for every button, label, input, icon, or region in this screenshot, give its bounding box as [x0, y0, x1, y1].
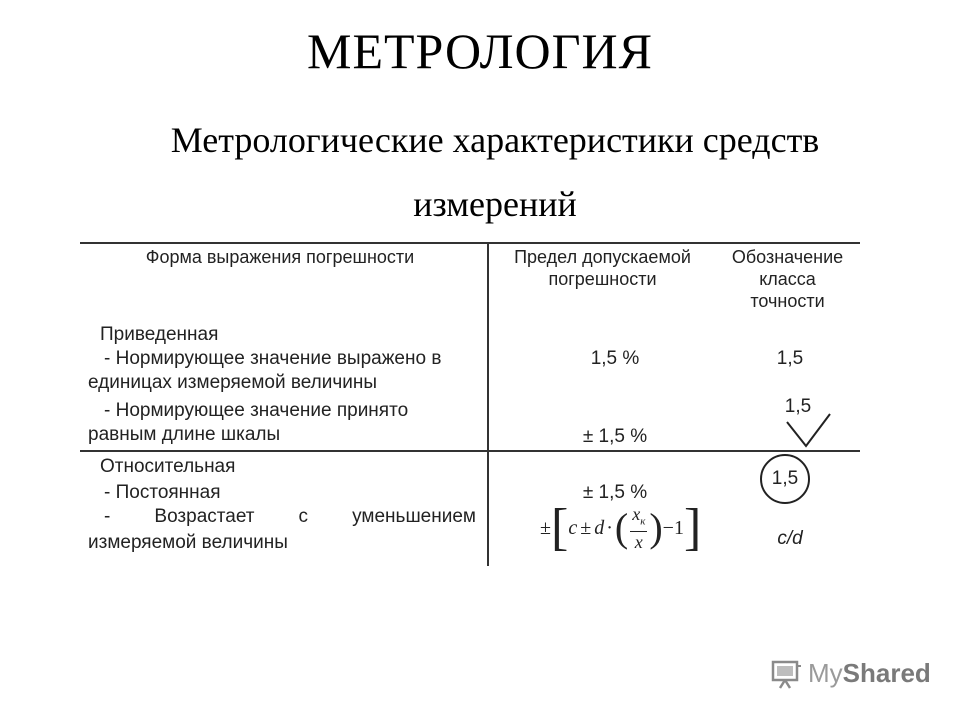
formula-dot-icon: · — [606, 516, 613, 539]
header-error-form: Форма выражения погрешности — [145, 247, 415, 267]
header-limit-line: погрешности — [548, 269, 657, 289]
formula-pm: ± — [540, 516, 551, 539]
page-subtitle: Метрологические характеристики средств измерений — [170, 120, 820, 224]
watermark-my: My — [808, 657, 843, 688]
formula-close-bracket-icon: ] — [683, 499, 702, 556]
reduced-row2-line: равным длине шкалы — [88, 424, 281, 445]
header-class-line: точности — [750, 291, 825, 311]
myshared-watermark — [770, 656, 931, 690]
formula-close-paren-icon: ) — [649, 505, 663, 550]
reduced-row2-class: 1,5 — [784, 396, 812, 417]
header-class-line: класса — [759, 269, 816, 289]
reduced-row2-limit: ± 1,5 % — [582, 426, 648, 447]
watermark-shared: Shared — [842, 657, 931, 688]
relative-row2-line: измеряемой величины — [88, 532, 288, 553]
formula-num-sub: к — [640, 515, 646, 528]
group-relative-title: Относительная — [100, 456, 236, 477]
table-top-rule — [80, 242, 860, 244]
formula-d: d — [594, 516, 605, 539]
header-class-line: Обозначение — [731, 247, 844, 267]
header-limit — [495, 246, 710, 290]
formula-c: c — [568, 516, 578, 539]
relative-row1-class: 1,5 — [771, 468, 799, 489]
formula-minus-one: −1 — [662, 516, 684, 539]
relative-row2-line: - Возрастает с уменьшением — [104, 506, 476, 527]
relative-row1-limit: ± 1,5 % — [582, 482, 648, 503]
relative-row2-class: c/d — [777, 528, 803, 549]
reduced-row1-limit: 1,5 % — [590, 348, 640, 369]
table-group-divider — [80, 450, 860, 452]
check-mark-icon — [784, 410, 834, 452]
formula-numerator — [630, 504, 647, 533]
header-class — [715, 246, 860, 312]
page-title: МЕТРОЛОГИЯ — [307, 23, 653, 79]
reduced-row2-line: - Нормирующее значение принято — [104, 400, 409, 421]
relative-row1-text: - Постоянная — [104, 482, 221, 503]
reduced-row1-line: единицах измеряемой величины — [88, 372, 378, 393]
group-reduced-title: Приведенная — [100, 324, 219, 345]
formula-open-paren-icon: ( — [614, 505, 629, 550]
reduced-row1-class: 1,5 — [776, 348, 804, 369]
reduced-row1-line: - Нормирующее значение выражено в — [104, 348, 442, 369]
formula-denominator: x — [634, 532, 643, 553]
relative-error-formula — [540, 499, 702, 556]
header-limit-line: Предел допускаемой — [514, 247, 691, 267]
formula-open-bracket-icon: [ — [550, 499, 569, 556]
table-column-divider — [487, 242, 489, 566]
formula-fraction — [630, 504, 647, 553]
formula-pm2: ± — [580, 516, 592, 539]
formula-num-var: x — [632, 503, 641, 524]
presentation-board-icon — [770, 656, 804, 690]
